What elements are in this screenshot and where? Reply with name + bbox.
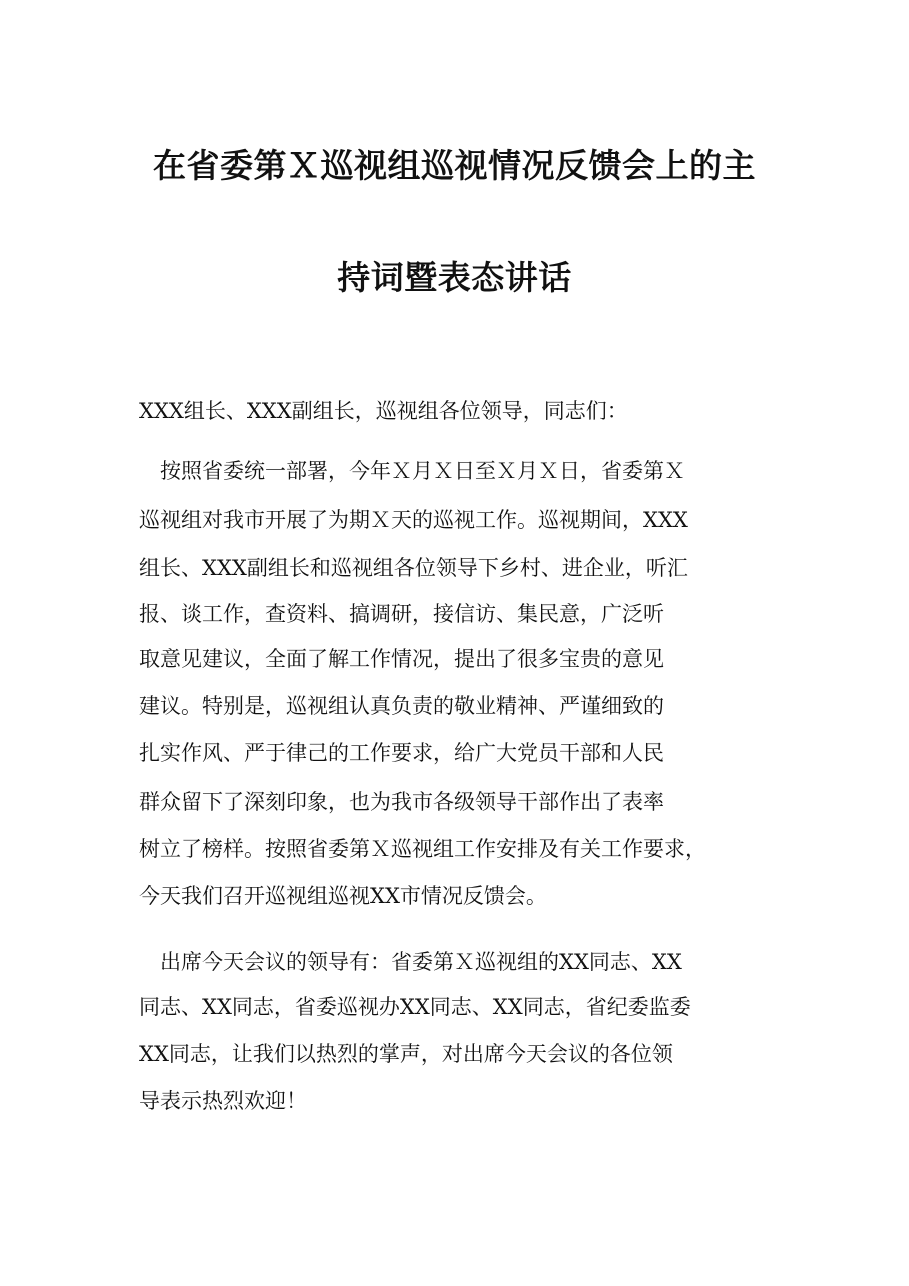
document-title-line-2: 持词暨表态讲话 [337, 258, 572, 297]
paragraph-1-line: 扎实作风、严于律己的工作要求，给广大党员干部和人民 [139, 741, 664, 765]
document-title-line-1: 在省委第Ｘ巡视组巡视情况反馈会上的主 [153, 146, 756, 185]
paragraph-2-line: 同志、XX同志，省委巡视办XX同志、XX同志，省纪委监委 [139, 995, 691, 1019]
paragraph-1-line: 取意见建议，全面了解工作情况，提出了很多宝贵的意见 [139, 647, 664, 671]
paragraph-1-line: 树立了榜样。按照省委第Ｘ巡视组工作安排及有关工作要求， [139, 837, 706, 861]
salutation: XXX组长、XXX副组长，巡视组各位领导，同志们： [139, 399, 628, 423]
paragraph-1-line: 群众留下了深刻印象，也为我市各级领导干部作出了表率 [139, 790, 664, 814]
paragraph-1-line: 巡视组对我市开展了为期Ｘ天的巡视工作。巡视期间，XXX [139, 508, 688, 532]
paragraph-1-line: 报、谈工作，查资料、搞调研，接信访、集民意，广泛听 [139, 602, 664, 626]
paragraph-1-line: 今天我们召开巡视组巡视XX市情况反馈会。 [139, 884, 547, 908]
paragraph-1-line: 按照省委统一部署，今年Ｘ月Ｘ日至Ｘ月Ｘ日，省委第Ｘ [139, 459, 685, 483]
paragraph-2-line: 导表示热烈欢迎！ [139, 1089, 307, 1113]
paragraph-1-line: 组长、XXX副组长和巡视组各位领导下乡村、进企业，听汇 [139, 556, 688, 580]
paragraph-1-line: 建议。特别是，巡视组认真负责的敬业精神、严谨细致的 [139, 694, 664, 718]
paragraph-2-line: 出席今天会议的领导有：省委第Ｘ巡视组的XX同志、XX [139, 950, 682, 974]
paragraph-2-line: XX同志，让我们以热烈的掌声，对出席今天会议的各位领 [139, 1042, 673, 1066]
